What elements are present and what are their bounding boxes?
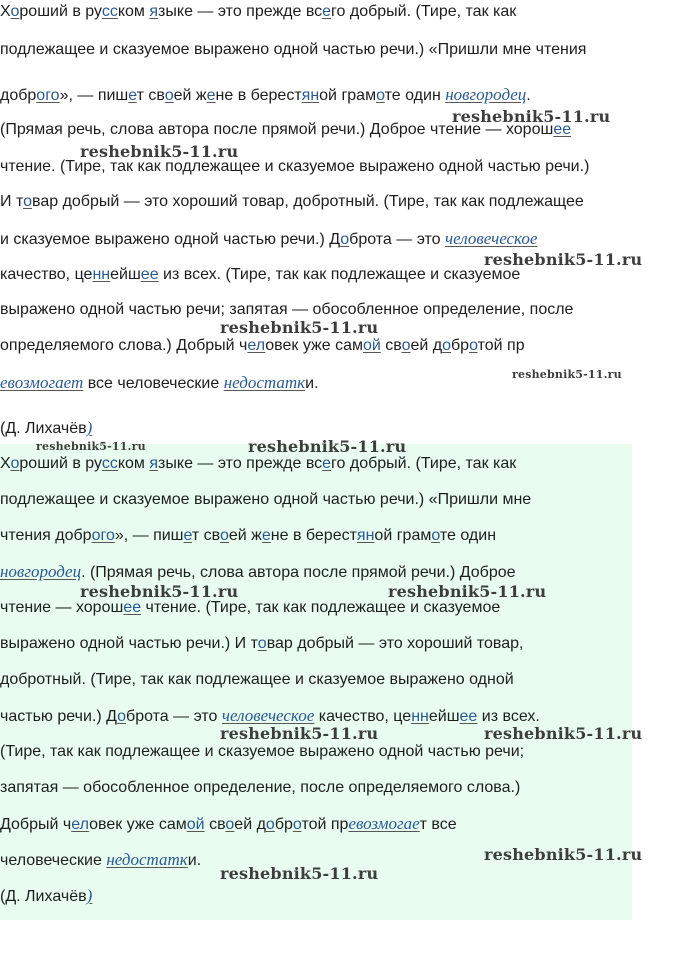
text-segment: св — [380, 337, 402, 354]
highlighted-letters: ян — [356, 527, 375, 544]
text-line — [0, 40, 586, 60]
text-segment: роший в ру — [19, 455, 102, 472]
highlighted-letters: о — [442, 337, 452, 354]
highlighted-letters: о — [376, 87, 385, 104]
highlighted-letters: ее — [123, 599, 142, 616]
text-segment: (Прямая речь, слова автора после прямой речи.) Доброе чтение — хорош — [0, 121, 554, 138]
text-line — [0, 2, 516, 22]
text-segment: бр — [451, 337, 470, 354]
watermark: reshebnik5-11.ru — [388, 582, 547, 601]
highlighted-letters: о — [23, 193, 32, 210]
text-segment: чтения добр — [0, 527, 92, 544]
text-segment: ой грам — [374, 527, 432, 544]
italic-word: недостатк — [106, 850, 188, 869]
highlighted-letters: ее — [553, 121, 572, 138]
text-line — [0, 850, 201, 870]
highlighted-letters: сс — [101, 3, 118, 20]
text-segment: зыке — это прежде вс — [158, 3, 323, 20]
text-line — [0, 490, 531, 510]
highlighted-letters: о — [10, 3, 20, 20]
watermark: reshebnik5-11.ru — [452, 107, 611, 126]
text-segment: брота — это — [349, 231, 446, 248]
text-segment: т все — [419, 816, 457, 833]
text-segment: чтение. (Тире, так как подлежащее и сказуемое — [141, 599, 501, 616]
highlighted-letters: о — [401, 337, 411, 354]
highlighted-letters: ого — [36, 87, 60, 104]
highlighted-letters: о — [219, 527, 229, 544]
text-line — [0, 670, 514, 690]
highlighted-letters: ел — [71, 816, 90, 833]
text-line — [0, 418, 92, 438]
italic-word: евозмогает — [0, 373, 84, 392]
highlighted-letters: о — [469, 337, 478, 354]
text-segment: те один — [384, 87, 446, 104]
text-segment: все человеческие — [83, 375, 224, 392]
highlighted-letters: е — [322, 455, 332, 472]
highlighted-letters: о — [257, 635, 267, 652]
text-segment: Добрый ч — [0, 816, 72, 833]
text-segment: вар добрый — это хороший товар, добротный. (Тире, так как подлежащее — [32, 193, 584, 210]
watermark: reshebnik5-11.ru — [80, 582, 239, 601]
text-segment: (Тире, так как подлежащее и сказуемое выражено одной частью речи; — [0, 743, 525, 760]
text-segment: качество, це — [314, 708, 412, 725]
text-segment: . (Прямая речь, слова автора после прямой речи.) Доброе — [81, 564, 516, 581]
text-segment: », — пиш — [114, 527, 184, 544]
text-line — [0, 300, 573, 320]
highlighted-letters: о — [265, 816, 275, 833]
text-segment: частью речи.) Д — [0, 708, 118, 725]
text-line — [0, 742, 524, 762]
text-segment: И т — [0, 193, 24, 210]
text-segment: ком — [117, 455, 150, 472]
text-segment: чтение — хорош — [0, 599, 124, 616]
highlighted-letters: е — [322, 3, 332, 20]
text-line — [0, 562, 516, 582]
highlighted-letters: е — [261, 527, 271, 544]
text-segment: овек уже сам — [89, 816, 187, 833]
text-segment: ейш — [110, 266, 141, 283]
text-line — [0, 526, 496, 546]
text-segment: ей ж — [173, 87, 207, 104]
text-segment: (Д. Лихачёв — [0, 420, 87, 437]
text-segment: », — пиш — [59, 87, 129, 104]
text-segment: т св — [136, 87, 165, 104]
highlighted-letters: е — [128, 87, 137, 104]
italic-word: новгородец — [0, 562, 82, 581]
text-line — [0, 229, 537, 249]
text-line — [0, 706, 540, 726]
highlighted-letters: я — [149, 3, 159, 20]
text-segment: Х — [0, 3, 11, 20]
watermark: reshebnik5-11.ru — [80, 142, 239, 161]
highlighted-letters: нн — [411, 708, 429, 725]
text-segment: добр — [0, 87, 37, 104]
text-segment: качество, це — [0, 266, 93, 283]
highlighted-letters: нн — [92, 266, 111, 283]
text-segment: и. — [305, 375, 319, 392]
highlighted-letters: ой — [362, 337, 381, 354]
text-segment: из всех. (Тире, так как подлежащее и сказуемое — [158, 266, 521, 283]
highlighted-letters: я — [149, 455, 159, 472]
watermark: reshebnik5-11.ru — [484, 845, 643, 864]
text-segment: т св — [191, 527, 220, 544]
italic-word: недостатк — [223, 373, 306, 392]
text-line — [0, 778, 520, 798]
highlighted-letters: е — [183, 527, 192, 544]
highlighted-letters: о — [10, 455, 20, 472]
text-segment: добротный. (Тире, так как подлежащее и сказуемое выражено одной — [0, 671, 514, 688]
text-segment: подлежащее и сказуемое выражено одной частью речи.) «Пришли мне чтения — [0, 41, 587, 58]
text-segment: выражено одной частью речи.) И т — [0, 635, 258, 652]
text-segment: те один — [439, 527, 497, 544]
text-segment: ейш — [428, 708, 460, 725]
text-segment: и сказуемое выражено одной частью речи.) Д — [0, 231, 341, 248]
text-line — [0, 634, 523, 654]
text-segment: чтение. (Тире, так как подлежащее и сказуемое выражено одной частью речи.) — [0, 158, 590, 175]
highlighted-letters: ел — [247, 337, 266, 354]
highlighted-letters: о — [431, 527, 440, 544]
text-segment: человеческие — [0, 852, 107, 869]
text-line — [0, 814, 457, 834]
watermark: reshebnik5-11.ru — [248, 437, 407, 456]
text-line — [0, 886, 92, 906]
highlighted-letters: сс — [101, 455, 118, 472]
highlighted-letters: о — [164, 87, 174, 104]
text-segment: Х — [0, 455, 11, 472]
text-segment: ей ж — [228, 527, 262, 544]
text-segment: определяемого слова.) Добрый ч — [0, 337, 248, 354]
text-segment: ей д — [234, 816, 266, 833]
watermark: reshebnik5-11.ru — [512, 368, 622, 381]
highlighted-letters: о — [292, 816, 302, 833]
text-line — [0, 598, 500, 618]
highlighted-letters: ее — [459, 708, 478, 725]
italic-word: ) — [86, 886, 93, 905]
text-line — [0, 336, 525, 356]
text-segment: той пр — [477, 337, 525, 354]
highlighted-letters: о — [225, 816, 235, 833]
italic-word: евозмогае — [348, 814, 420, 833]
text-segment: ком — [117, 3, 150, 20]
text-line — [0, 192, 584, 212]
text-segment: из всех. — [477, 708, 540, 725]
text-segment: ой грам — [319, 87, 377, 104]
text-line — [0, 373, 319, 393]
highlighted-letters: ее — [140, 266, 159, 283]
text-segment: . — [526, 87, 531, 104]
text-segment: (Д. Лихачёв — [0, 888, 87, 905]
watermark: reshebnik5-11.ru — [220, 724, 379, 743]
text-segment: ей д — [410, 337, 443, 354]
text-segment: запятая — обособленное определение, после определяемого слова.) — [0, 779, 521, 796]
highlighted-letters: е — [206, 87, 216, 104]
text-segment: го добрый. (Тире, так как — [331, 455, 517, 472]
text-segment: и. — [187, 852, 202, 869]
text-line — [0, 85, 531, 105]
italic-word: ) — [86, 418, 93, 437]
text-segment: зыке — это прежде вс — [158, 455, 323, 472]
highlighted-letters: ой — [186, 816, 205, 833]
text-segment: брота — это — [126, 708, 222, 725]
text-segment: овек уже сам — [265, 337, 363, 354]
highlighted-letters: о — [117, 708, 127, 725]
watermark: reshebnik5-11.ru — [484, 724, 643, 743]
watermark: reshebnik5-11.ru — [220, 864, 379, 883]
italic-word: новгородец — [445, 85, 527, 104]
text-segment: го добрый. (Тире, так как — [331, 3, 517, 20]
text-line — [0, 265, 520, 285]
highlighted-letters: о — [340, 231, 350, 248]
watermark: reshebnik5-11.ru — [220, 318, 379, 337]
text-segment: не в берест — [270, 527, 357, 544]
text-segment: вар добрый — это хороший товар, — [266, 635, 524, 652]
text-segment: выражено одной частью речи; запятая — обособленное определение, после — [0, 301, 574, 318]
text-segment: роший в ру — [19, 3, 102, 20]
text-segment: подлежащее и сказуемое выражено одной частью речи.) «Пришли мне — [0, 491, 532, 508]
text-segment: не в берест — [215, 87, 302, 104]
highlighted-letters: ого — [91, 527, 115, 544]
highlighted-letters: ян — [301, 87, 320, 104]
italic-word: человеческое — [445, 229, 538, 248]
text-segment: бр — [274, 816, 293, 833]
watermark: reshebnik5-11.ru — [36, 440, 146, 453]
text-line — [0, 454, 516, 474]
text-segment: св — [204, 816, 226, 833]
watermark: reshebnik5-11.ru — [484, 250, 643, 269]
italic-word: человеческое — [221, 706, 315, 725]
text-segment: той пр — [301, 816, 349, 833]
